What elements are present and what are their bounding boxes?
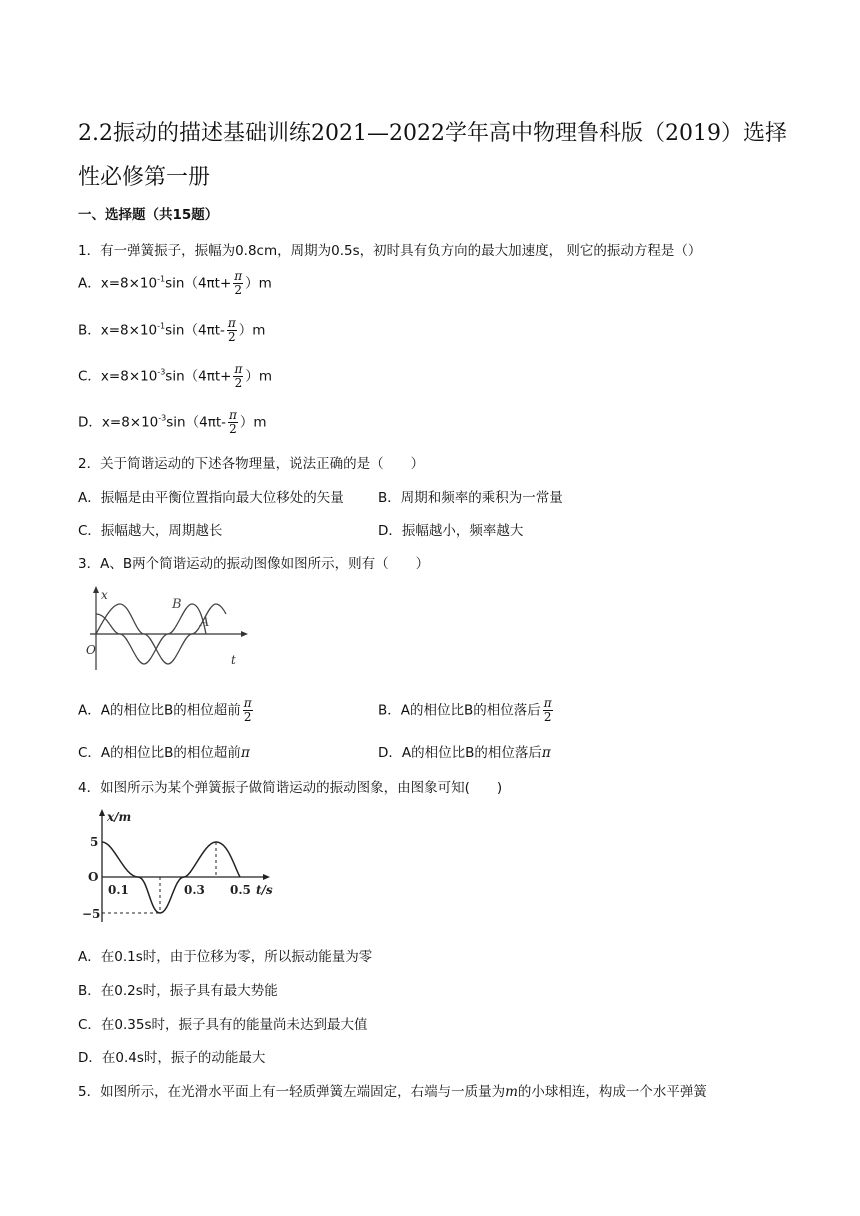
q4-tick-0-1: 0.1 bbox=[108, 883, 129, 897]
q4-vibration-graph bbox=[80, 806, 280, 926]
q4-stem: 4．如图所示为某个弹簧振子做简谐运动的振动图象，由图象可知( ) bbox=[78, 780, 503, 796]
document-title: 2.2振动的描述基础训练2021—2022学年高中物理鲁科版（2019）选择性必修第一册 bbox=[78, 121, 787, 190]
q3-option-d: D．A的相位比B的相位落后π bbox=[378, 745, 551, 761]
q3-curve-b-label: B bbox=[172, 597, 182, 612]
section-heading: 一、选择题（共15题） bbox=[78, 207, 219, 223]
q4-tick-0-5: 0.5 bbox=[230, 883, 251, 897]
fraction: $\frac{\pi}{2}$ bbox=[234, 269, 243, 297]
fraction: $\frac{\pi}{2}$ bbox=[234, 362, 243, 390]
q3-vibration-graph bbox=[80, 584, 252, 674]
q4-y-min: −5 bbox=[82, 907, 101, 921]
q4-t-label: t/s bbox=[256, 883, 273, 897]
fraction: $\frac{\pi}{2}$ bbox=[227, 316, 236, 344]
q4-origin-label: O bbox=[88, 870, 99, 884]
q4-option-c: C．在0.35s时，振子具有的能量尚未达到最大值 bbox=[78, 1017, 368, 1033]
q1-stem: 1．有一弹簧振子，振幅为0.8cm，周期为0.5s，初时具有负方向的最大加速度， 则它的振动方程是（） bbox=[78, 243, 702, 259]
q3-option-a: A．A的相位比B的相位超前 $\frac{\pi}{2}$ bbox=[78, 696, 252, 724]
q2-option-b: B．周期和频率的乘积为一常量 bbox=[378, 490, 563, 506]
fraction: $\frac{\pi}{2}$ bbox=[243, 696, 252, 724]
q3-option-c: C．A的相位比B的相位超前π bbox=[78, 745, 250, 761]
q4-tick-0-3: 0.3 bbox=[184, 883, 205, 897]
fraction: $\frac{\pi}{2}$ bbox=[543, 696, 552, 724]
q1-option-a: A．$x=8\times 10^{-1}\sin(4\pi t+$ $\frac{\pi}{2}$ ）m bbox=[78, 269, 272, 297]
q4-option-a: A．在0.1s时，由于位移为零，所以振动能量为零 bbox=[78, 949, 373, 965]
q3-x-label: x bbox=[101, 588, 108, 602]
q4-y-label: x/m bbox=[107, 810, 132, 824]
q2-option-d: D．振幅越小，频率越大 bbox=[378, 523, 524, 539]
q1-option-d: D．$x=8\times 10^{-3}\sin(4\pi t-$ $\frac{\pi}{2}$ ）m bbox=[78, 408, 267, 436]
q3-t-label: t bbox=[231, 653, 236, 667]
q4-y-max: 5 bbox=[90, 835, 99, 849]
fraction: $\frac{\pi}{2}$ bbox=[229, 408, 237, 436]
q1-option-b: B．$x=8\times 10^{-1}\sin(4\pi t-$ $\frac{\pi}{2}$ ）m bbox=[78, 316, 266, 344]
q4-option-d: D．在0.4s时，振子的动能最大 bbox=[78, 1050, 266, 1066]
q3-origin-label: O bbox=[86, 643, 96, 657]
q3-curve-a-label: A bbox=[200, 615, 210, 630]
q3-stem: 3．A、B两个简谐运动的振动图像如图所示，则有（ ） bbox=[78, 556, 430, 572]
q2-stem: 2．关于简谐运动的下述各物理量，说法正确的是（ ） bbox=[78, 456, 425, 472]
q4-option-b: B．在0.2s时，振子具有最大势能 bbox=[78, 983, 278, 999]
q1-option-c: C．$x=8\times 10^{-3}\sin(4\pi t+$ $\frac{\pi}{2}$ ）m bbox=[78, 362, 273, 390]
q3-option-b: B．A的相位比B的相位落后 $\frac{\pi}{2}$ bbox=[378, 696, 552, 724]
q5-stem: 5．如图所示，在光滑水平面上有一轻质弹簧左端固定，右端与一质量为m的小球相连，构成一个水平弹簧 bbox=[78, 1084, 707, 1100]
q2-option-a: A．振幅是由平衡位置指向最大位移处的矢量 bbox=[78, 490, 344, 506]
q2-option-c: C．振幅越大，周期越长 bbox=[78, 523, 223, 539]
